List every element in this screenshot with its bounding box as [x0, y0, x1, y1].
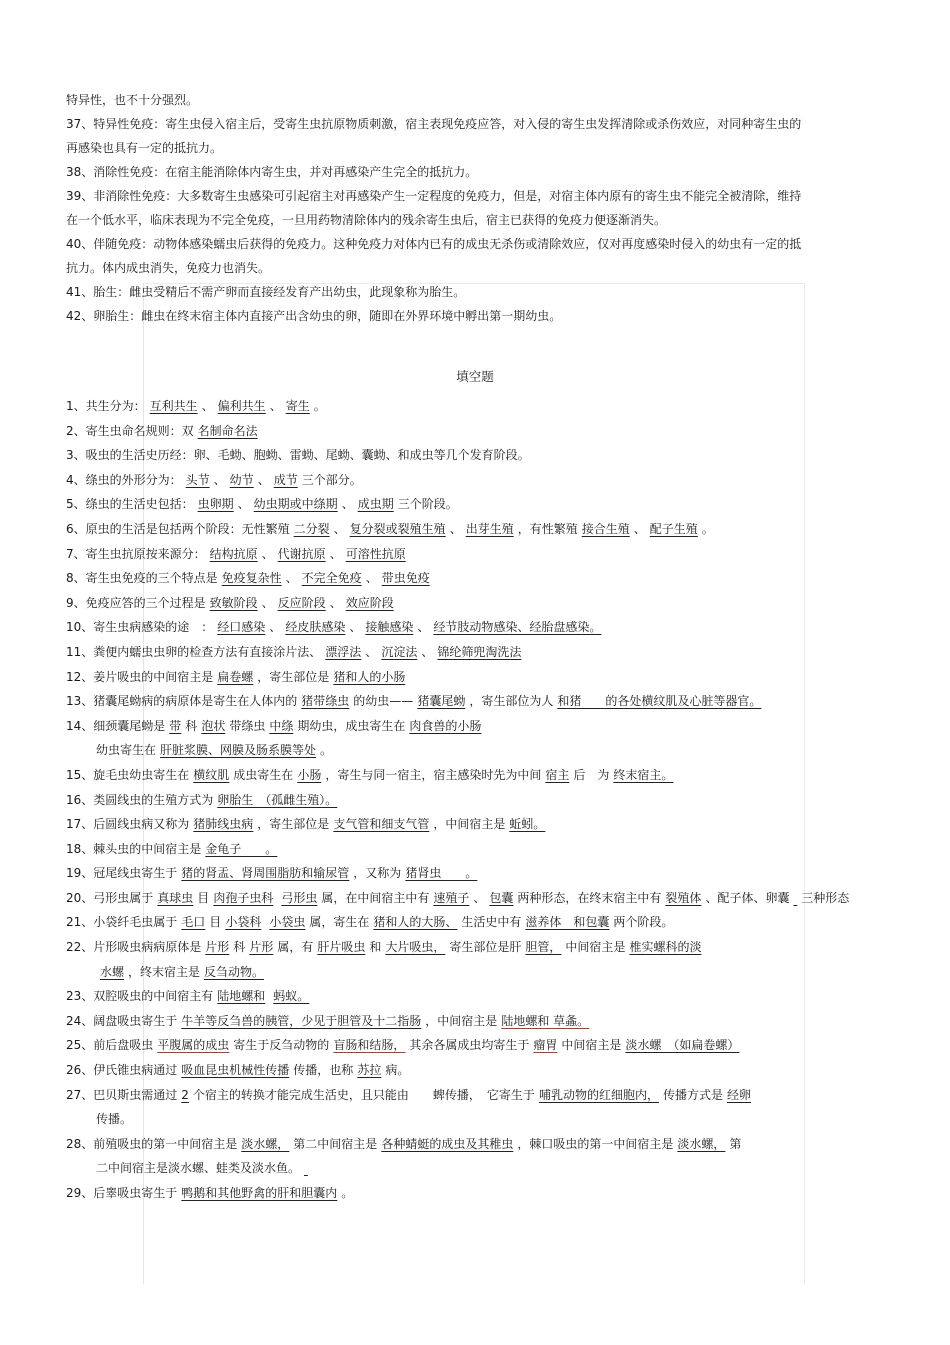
answer-blank: 卵胎生 （孤雌生殖）。 [217, 792, 338, 807]
question-continuation [66, 1107, 884, 1132]
answer-blank: 经卵 [726, 1087, 751, 1102]
fill-in-question [66, 443, 884, 468]
question-text: 、 [341, 497, 354, 512]
question-text: 25、前后盘吸虫 [66, 1038, 154, 1053]
question-text: 、 [269, 620, 282, 635]
definition-paragraph: 42、卵胎生：雌虫在终末宿主体内直接产出含幼虫的卵，随即在外界环境中孵出第一期幼虫。 [66, 309, 562, 323]
question-text: ，中间宿主是 [425, 1013, 498, 1028]
question-text: ，又称为 [353, 866, 402, 881]
answer-blank: 效应阶段 [345, 595, 394, 610]
fill-in-question [66, 591, 884, 616]
fill-in-question [66, 492, 884, 517]
answer-blank: 经皮肤感染 [285, 620, 346, 635]
answer-blank: 肝片吸虫 [317, 940, 366, 955]
answer-blank: 速殖子 [433, 890, 470, 905]
question-text: 20、弓形虫属于 [66, 890, 154, 905]
question-text: 4、绦虫的外形分为： [66, 472, 182, 487]
answer-blank: 水螺 [100, 964, 125, 979]
answer-blank: 鸭鹅和其他野禽的肝和胆囊内 [181, 1186, 338, 1200]
answer-blank: 猪和人的大肠、 [373, 915, 458, 930]
answer-blank: 代谢抗原 [277, 546, 326, 561]
question-text: 14、细颈囊尾蚴是 [66, 718, 166, 733]
answer-blank: 成虫期 [357, 497, 394, 512]
question-text: 的幼虫—— [353, 694, 414, 709]
question-text: 、 [365, 571, 378, 586]
question-continuation [66, 738, 884, 763]
question-text: 10、寄生虫病感染的途 ： [66, 620, 214, 635]
question-text: 生活史中有 [461, 915, 522, 930]
question-text: 、 [285, 571, 298, 586]
answer-blank: 吸血昆虫机械性传播 [181, 1063, 290, 1078]
question-text: 和 [369, 940, 382, 955]
answer-blank: 出芽生殖 [465, 521, 514, 536]
answer-blank: 小袋科 [225, 915, 262, 930]
answer-blank: 包囊 [489, 890, 514, 905]
fill-in-question [66, 1083, 884, 1108]
fill-in-question [66, 468, 884, 493]
question-text: 15、旋毛虫幼虫寄生在 [66, 767, 190, 782]
question-text: 19、冠尾线虫寄生于 [66, 866, 178, 881]
question-text: 属，寄生在 [309, 915, 370, 930]
answer-blank: 盲肠和结肠， [333, 1038, 406, 1053]
fill-in-question [66, 886, 884, 911]
answer-blank: 宿主 [545, 767, 570, 782]
question-text: 。 [341, 1186, 354, 1200]
answer-blank: 肉食兽的小肠 [409, 718, 482, 733]
answer-blank: 平腹属的成虫 [157, 1038, 230, 1053]
answer-blank: 肉孢子虫科 [213, 890, 274, 905]
question-text: 、 [449, 521, 462, 536]
question-text: 、 [201, 399, 214, 413]
question-text: 寄生于反刍动物的 [233, 1038, 330, 1053]
answer-blank: 经节肢动物感染、经胎盘感染。 [433, 620, 602, 635]
question-text: 、 [633, 521, 646, 536]
answer-blank: 猪囊尾蚴 [417, 694, 466, 709]
question-text: 科 [233, 940, 246, 955]
answer-blank: 胆管， [525, 940, 562, 955]
fill-in-question [66, 542, 884, 567]
answer-blank [789, 891, 801, 905]
question-text: 5、绦虫的生活史包括： [66, 497, 194, 512]
question-text: 26、伊氏锥虫病通过 [66, 1063, 178, 1078]
definition-list [66, 88, 806, 328]
answer-blank: 2 [181, 1087, 189, 1102]
answer-blank: 二分裂 [293, 521, 330, 536]
question-text: 、 [237, 497, 250, 512]
question-text: ，寄生部位是 [257, 817, 330, 832]
answer-blank: 不完全免疫 [301, 571, 362, 586]
answer-blank: 牛羊等反刍兽的胰管，少见于胆管及十二指肠 [181, 1013, 422, 1028]
question-text: 目 [209, 915, 222, 930]
question-text: 29、后睾吸虫寄生于 [66, 1186, 178, 1200]
answer-blank: 复分裂或裂殖生殖 [349, 521, 446, 536]
question-text: 、 [329, 595, 342, 610]
answer-blank: 接合生殖 [581, 521, 630, 536]
question-text: ，寄生部位是 [257, 669, 330, 684]
question-text: 、 [329, 546, 342, 561]
question-text: 期幼虫，成虫寄生在 [297, 718, 406, 733]
question-text: 属，有 [277, 940, 314, 955]
question-text: 、 [365, 644, 378, 659]
question-text: 传播，也称 [293, 1063, 354, 1078]
answer-blank: 终末宿主。 [613, 767, 674, 782]
answer-blank: 苏拉 [357, 1063, 382, 1078]
question-text: 属，在中间宿主中有 [321, 890, 430, 905]
answer-blank: 大片吸虫， [385, 940, 446, 955]
question-text: 22、片形吸虫病病原体是 [66, 940, 202, 955]
fill-in-question [66, 615, 884, 640]
question-text: 2、寄生虫命名规则：双 [66, 423, 194, 438]
question-text: 寄生部位是肝 [449, 940, 522, 955]
answer-blank: 幼节 [229, 472, 254, 487]
answer-blank: 滋养体 和包囊 [525, 915, 610, 930]
question-text: ，中间宿主是 [433, 817, 506, 832]
question-text: 18、棘头虫的中间宿主是 [66, 841, 202, 856]
fill-in-question [66, 935, 884, 960]
question-text: 传播方式是 [662, 1087, 723, 1102]
question-text: 7、寄生虫抗原按来源分： [66, 546, 206, 561]
question-text: 、 [213, 472, 226, 487]
answer-blank: 裂殖体 [665, 890, 702, 905]
answer-blank: 锦纶筛兜淘洗法 [437, 644, 522, 659]
answer-blank: 支气管和细支气管 [333, 817, 430, 832]
answer-blank: 扁卷螺 [217, 669, 254, 684]
question-text: 、 [269, 399, 282, 413]
question-wrap [717, 891, 849, 905]
answer-blank: 淡水螺， [241, 1136, 290, 1151]
answer-blank: 弓形虫 [281, 890, 318, 905]
question-text: 16、类圆线虫的生殖方式为 [66, 792, 214, 807]
question-text: ，终末宿主是 [128, 964, 201, 979]
question-text: 传播。 [96, 1112, 133, 1127]
answer-blank: 猪肾虫 。 [405, 866, 478, 881]
answer-blank: 幼虫期或中绦期 [253, 497, 338, 512]
definition-paragraph: 41、胎生：雌虫受精后不需产卵而直接经发育产出幼虫，此现象称为胎生。 [66, 285, 466, 299]
answer-blank: 横纹肌 [193, 767, 230, 782]
fill-in-question [66, 419, 884, 444]
answer-blank: 椎实螺科的淡 [629, 940, 702, 955]
question-text: 12、姜片吸虫的中间宿主是 [66, 669, 214, 684]
question-text: 、 [261, 595, 274, 610]
answer-blank: 各种蜻蜓的成虫及其稚虫 [381, 1136, 514, 1151]
question-text: 27、巴贝斯虫需通过 [66, 1087, 178, 1102]
answer-blank: 瘤胃 [533, 1038, 558, 1053]
question-text: ，寄生与同一宿主，宿主感染时先为中间 [325, 767, 542, 782]
answer-blank: 猪肺线虫病 [193, 817, 254, 832]
answer-blank: 结构抗原 [209, 546, 258, 561]
answer-blank: 蚯蚓。 [509, 817, 546, 832]
question-text: 21、小袋纤毛虫属于 [66, 915, 178, 930]
answer-blank: 互利共生 [149, 399, 198, 413]
question-text: ，有性繁殖 [517, 521, 578, 536]
question-text: 中间宿主是 [561, 1038, 622, 1053]
definition-paragraph: 37、特异性免疫：寄生虫侵入宿主后，受寄生虫抗原物质刺激，宿主表现免疫应答，对入侵的寄生虫发挥清除或杀伤效应，对同种寄生虫的再感染也具有一定的抵抗力。 [66, 117, 802, 155]
answer-blank: 金龟子 。 [205, 841, 278, 856]
question-text: 配子体、卵囊 [717, 890, 790, 905]
answer-blank: 可溶性抗原 [345, 546, 406, 561]
answer-blank: 反刍动物。 [204, 964, 265, 979]
answer-blank: 接触感染 [365, 620, 414, 635]
answer-blank: 淡水螺 （如扁卷螺） [625, 1038, 740, 1053]
answer-blank: 致敏阶段 [209, 595, 258, 610]
question-text: 、 [705, 890, 718, 905]
question-text: 3、吸虫的生活史历经：卵、毛蚴、胞蚴、雷蚴、尾蚴、囊蚴、和成虫等几个发育阶段。 [66, 448, 530, 463]
fill-in-question [66, 910, 884, 935]
answer-blank: 名制命名法 [197, 423, 258, 438]
fill-in-question [66, 861, 884, 886]
question-text: 。 [320, 743, 333, 758]
fill-in-question [66, 788, 884, 813]
answer-blank: 片形 [205, 940, 230, 955]
answer-blank: 猪的肾盂、肾周围脂肪和输尿管 [181, 866, 350, 881]
answer-blank: 漂浮法 [325, 644, 362, 659]
answer-blank: 猪带绦虫 [301, 694, 350, 709]
answer-blank: 哺乳动物的红细胞内， [538, 1087, 659, 1102]
answer-blank: 寄生 [285, 399, 310, 413]
question-text: 。 [701, 521, 714, 536]
question-text: ，寄生部位为人 [469, 694, 554, 709]
question-text: 17、后圆线虫病又称为 [66, 817, 190, 832]
question-text: 、 [473, 890, 486, 905]
fill-in-question [66, 394, 884, 419]
answer-blank: 带 [169, 718, 182, 733]
question-text: 、 [349, 620, 362, 635]
question-text: 中间宿主是 [565, 940, 626, 955]
answer-blank: 陆地螺和 草螽。 [501, 1013, 590, 1028]
question-text: 6、原虫的生活是包括两个阶段：无性繁殖 [66, 521, 290, 536]
question-text: 1、共生分为： [66, 399, 146, 413]
question-text: 后 为 [573, 767, 610, 782]
question-text: 二中间宿主是淡水螺、蛙类及淡水鱼。 [96, 1161, 301, 1176]
answer-blank: 沉淀法 [381, 644, 418, 659]
fill-in-question [66, 665, 884, 690]
question-text: 13、猪囊尾蚴病的病原体是寄生在人体内的 [66, 694, 298, 709]
answer-blank: 毛口 [181, 915, 206, 930]
fill-in-question [66, 763, 884, 788]
answer-blank: 免疫复杂性 [221, 571, 282, 586]
question-text: 、 [421, 644, 434, 659]
answer-blank: 猪和人的小肠 [333, 669, 406, 684]
answer-blank: 片形 [249, 940, 274, 955]
question-text: 第二中间宿主是 [293, 1136, 378, 1151]
fill-in-question [66, 1033, 884, 1058]
question-text: 成虫寄生在 [233, 767, 294, 782]
question-text: 两种形态，在终末宿主中有 [517, 890, 662, 905]
definition-paragraph: 特异性，也不十分强烈。 [66, 93, 199, 107]
question-text: 带绦虫 [229, 718, 266, 733]
definition-paragraph: 38、消除性免疫：在宿主能消除体内寄生虫，并对再感染产生完全的抵抗力。 [66, 165, 478, 179]
answer-blank: 蚂蚁。 [273, 989, 310, 1004]
question-text: 11、粪便内蠕虫虫卵的检查方法有直接涂片法、 [66, 644, 322, 659]
fill-in-question [66, 566, 884, 591]
section-title: 填空题 [456, 369, 494, 384]
question-text: 、 [261, 546, 274, 561]
answer-blank: 中绦 [269, 718, 294, 733]
question-text: 两个阶段。 [613, 915, 674, 930]
answer-blank: 经口感染 [217, 620, 266, 635]
answer-blank [300, 1161, 312, 1175]
question-text: 个宿主的转换才能完成生活史，且只能由 蜱传播， 它寄生于 [192, 1087, 535, 1102]
question-text: 9、免疫应答的三个过程是 [66, 595, 206, 610]
question-text: 目 [197, 890, 210, 905]
answer-blank: 虫卵期 [197, 497, 234, 512]
question-continuation [66, 960, 884, 985]
answer-blank: 偏利共生 [217, 399, 266, 413]
question-text: 28、前殖吸虫的第一中间宿主是 [66, 1136, 238, 1151]
answer-blank: 成节 [273, 472, 298, 487]
fill-in-question [66, 517, 884, 542]
fill-in-question [66, 1058, 884, 1083]
question-text: 、 [333, 521, 346, 536]
fill-in-question-list [66, 394, 884, 1206]
question-text: 、 [257, 472, 270, 487]
question-continuation [66, 1156, 884, 1181]
fill-in-question [66, 714, 884, 739]
definition-paragraph: 40、伴随免疫：动物体感染蠕虫后获得的免疫力。这种免疫力对体内已有的成虫无杀伤或清除效应，仅对再度感染时侵入的幼虫有一定的抵抗力。体内成虫消失，免疫力也消失。 [66, 237, 802, 275]
fill-in-question [66, 812, 884, 837]
answer-blank: 肝脏浆膜、网膜及肠系膜等处 [160, 743, 317, 758]
question-text: 病。 [385, 1063, 410, 1078]
question-text: 第 [729, 1136, 742, 1151]
question-text: 幼虫寄生在 [96, 743, 157, 758]
question-text: 。 [313, 399, 326, 413]
answer-blank: 泡状 [201, 718, 226, 733]
fill-in-question [66, 1009, 884, 1034]
question-text: 其余各属成虫均寄生于 [409, 1038, 530, 1053]
definition-paragraph: 39、非消除性免疫：大多数寄生虫感染可引起宿主对再感染产生一定程度的免疫力，但是，对宿主体内原有的寄生虫不能完全被清除，维持在一个低水平，临床表现为不完全免疫，一旦用药物清除体内的残余寄生虫后，宿主已获得的免疫力便逐渐消失。 [66, 189, 802, 227]
answer-blank: 反应阶段 [277, 595, 326, 610]
fill-in-question [66, 1181, 884, 1206]
question-text: 24、阔盘吸虫寄生于 [66, 1013, 178, 1028]
question-text: 、 [417, 620, 430, 635]
answer-blank: 配子生殖 [649, 521, 698, 536]
question-text: 23、双腔吸虫的中间宿主有 [66, 989, 214, 1004]
fill-in-question [66, 689, 884, 714]
answer-blank: 小肠 [297, 767, 322, 782]
answer-blank: 小袋虫 [269, 915, 306, 930]
answer-blank: 淡水螺， [677, 1136, 726, 1151]
question-text: 三个部分。 [301, 472, 362, 487]
question-text: 科 [185, 718, 198, 733]
answer-blank: 真球虫 [157, 890, 194, 905]
answer-blank: 头节 [185, 472, 210, 487]
fill-in-question [66, 984, 884, 1009]
question-text: 三个阶段。 [397, 497, 458, 512]
question-text: ，棘口吸虫的第一中间宿主是 [517, 1136, 674, 1151]
question-text: 8、寄生虫免疫的三个特点是 [66, 571, 218, 586]
fill-in-question [66, 837, 884, 862]
answer-blank: 带虫免疫 [381, 571, 430, 586]
answer-blank: 陆地螺和 [217, 989, 266, 1004]
question-text: 三种形态 [801, 890, 850, 905]
fill-in-question [66, 1132, 884, 1157]
answer-blank: 和猪 的各处横纹肌及心脏等器官。 [557, 694, 762, 709]
fill-in-question [66, 640, 884, 665]
